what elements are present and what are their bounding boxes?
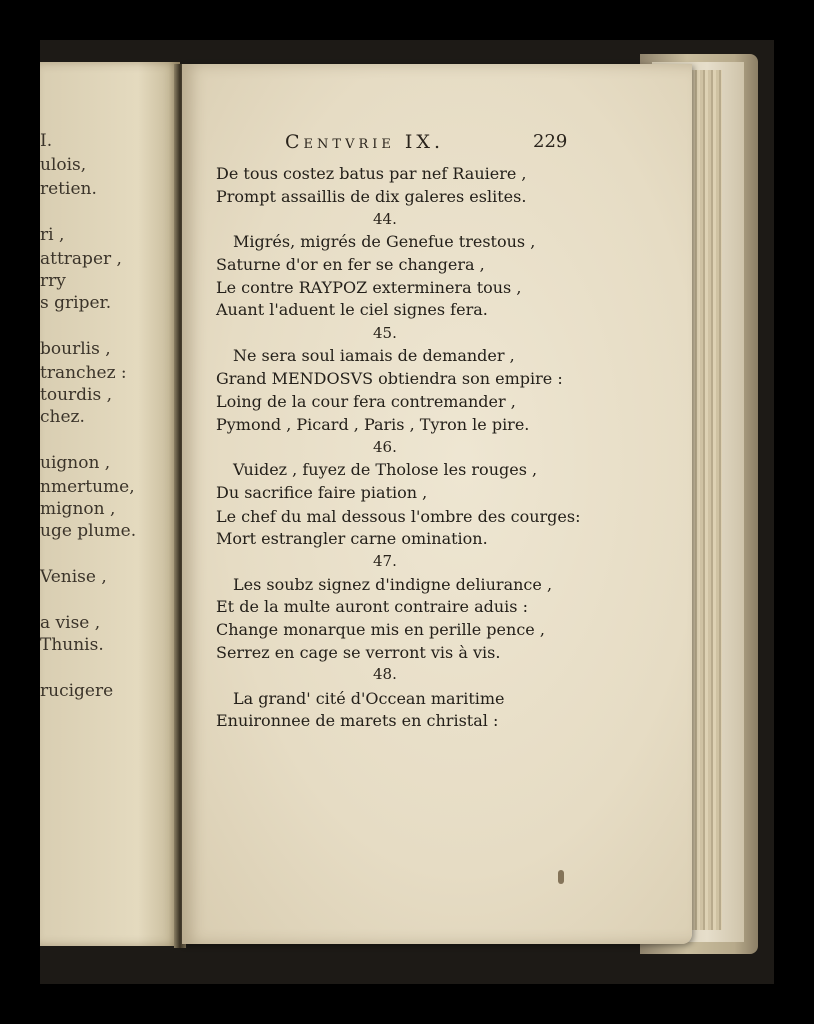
book-photograph — [40, 40, 774, 984]
left-line: s griper. — [40, 293, 112, 313]
quatrain-number: 45. — [373, 324, 397, 342]
verse-line: Le contre RAYPOZ exterminera tous , — [216, 278, 522, 297]
page-number: 229 — [533, 131, 568, 152]
verse-line: De tous costez batus par nef Rauiere , — [216, 164, 527, 183]
verse-line: Auant l'aduent le ciel signes fera. — [216, 300, 488, 319]
verse-line: Migrés, migrés de Genefue trestous , — [233, 232, 536, 251]
left-line: Venise , — [40, 567, 107, 587]
left-line: mignon , — [40, 499, 116, 519]
verse-block — [40, 40, 581, 984]
verse-line: Mort estrangler carne omination. — [216, 529, 488, 548]
left-line: I. — [40, 131, 53, 151]
left-line: a vise , — [40, 613, 101, 633]
verse-line: Pymond , Picard , Paris , Tyron le pire. — [216, 415, 530, 434]
verse-line: Loing de la cour fera contremander , — [216, 392, 516, 411]
verse-line: Vuidez , fuyez de Tholose les rouges , — [233, 460, 538, 479]
verse-line: Grand MENDOSVS obtiendra son empire : — [216, 369, 563, 388]
header-title: Centvrie IX. — [285, 131, 444, 153]
left-line: rucigere — [40, 681, 114, 701]
verse-line: Le chef du mal dessous l'ombre des courges: — [216, 507, 581, 526]
verse-line: La grand' cité d'Occean maritime — [233, 689, 505, 708]
left-line: rry — [40, 271, 66, 291]
verse-line: Et de la multe auront contraire aduis : — [216, 597, 528, 616]
verse-line: Saturne d'or en fer se changera , — [216, 255, 485, 274]
left-line: nmertume, — [40, 477, 135, 497]
verse-line: Change monarque mis en perille pence , — [216, 620, 545, 639]
left-line: tranchez : — [40, 363, 127, 383]
left-line: tourdis , — [40, 385, 112, 405]
quatrain-number: 48. — [373, 665, 397, 683]
left-line: attraper , — [40, 249, 122, 269]
verse-line: Prompt assaillis de dix galeres eslites. — [216, 187, 527, 206]
left-line: retien. — [40, 179, 97, 199]
left-line: chez. — [40, 407, 85, 427]
left-line: ri , — [40, 225, 65, 245]
left-line: uge plume. — [40, 521, 137, 541]
left-line: bourlis , — [40, 339, 111, 359]
quatrain-number: 47. — [373, 552, 397, 570]
quatrain-number: 44. — [373, 210, 397, 228]
left-line: ulois, — [40, 155, 87, 175]
quatrain-number: 46. — [373, 438, 397, 456]
left-line: uignon , — [40, 453, 111, 473]
left-line: Thunis. — [40, 635, 104, 655]
verse-line: Du sacrifice faire piation , — [216, 483, 428, 502]
verse-line: Ne sera soul iamais de demander , — [233, 346, 515, 365]
verse-line: Les soubz signez d'indigne deliurance , — [233, 575, 553, 594]
verse-line: Serrez en cage se verront vis à vis. — [216, 643, 501, 662]
verse-line: Enuironnee de marets en christal : — [216, 711, 499, 730]
